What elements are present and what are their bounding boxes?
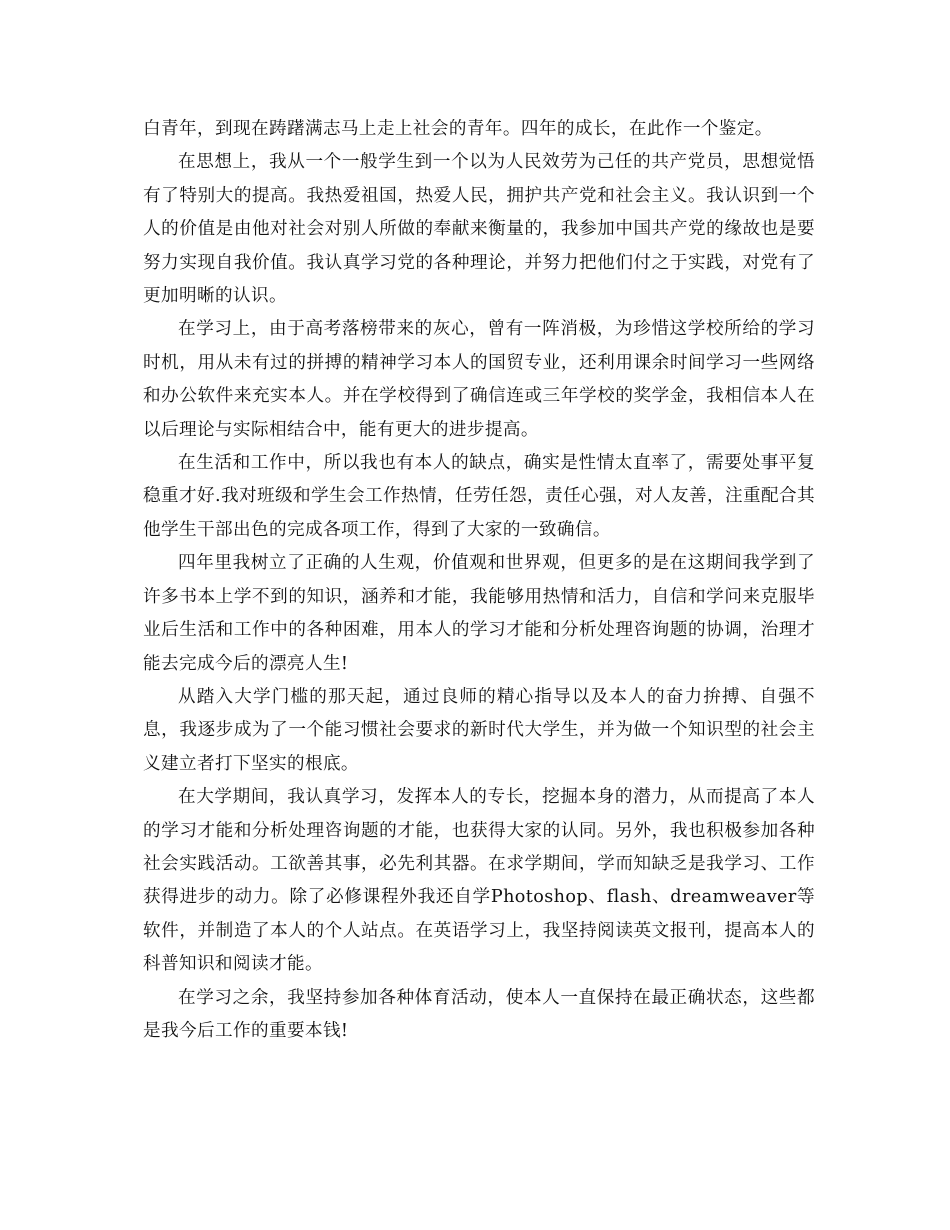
paragraph-sports: 在学习之余，我坚持参加各种体育活动，使本人一直保持在最正确状态，这些都是我今后工作的重要本钱! <box>143 987 815 1041</box>
document-body <box>143 113 815 1048</box>
paragraph-thought: 在思想上，我从一个一般学生到一个以为人民效劳为己任的共产党员，思想觉悟有了特别大的提高。我热爱祖国，热爱人民，拥护共产党和社会主义。我认识到一个人的价值是由他对社会对别人所做的奉献来衡量的，我参加中国共产党的缘故也是要努力实现自我价值。我认真学习党的各种理论，并努力把他们付之于实践，对党有了更加明晰的认识。 <box>143 152 815 307</box>
paragraph-study: 在学习上，由于高考落榜带来的灰心，曾有一阵消极，为珍惜这学校所给的学习时机，用从未有过的拼搏的精神学习本人的国贸专业，还利用课余时间学习一些网络和办公软件来充实本人。并在学校得到了确信连或三年学校的奖学金，我相信本人在以后理论与实际相结合中，能有更大的进步提高。 <box>143 319 815 440</box>
paragraph-continuation: 白青年，到现在踌躇满志马上走上社会的青年。四年的成长，在此作一个鉴定。 <box>143 119 773 139</box>
paragraph-university-start: 从踏入大学门槛的那天起，通过良师的精心指导以及本人的奋力拚搏、自强不息，我逐步成为了一个能习惯社会要求的新时代大学生，并为做一个知识型的社会主义建立者打下坚实的根底。 <box>143 686 815 774</box>
paragraph-university-period: 在大学期间，我认真学习，发挥本人的专长，挖掘本身的潜力，从而提高了本人的学习才能和分析处理咨询题的才能，也获得大家的认同。另外，我也积极参加各种社会实践活动。工欲善其事，必先利其器。在求学期间，学而知缺乏是我学习、工作获得进步的动力。除了必修课程外我还自学Photoshop、flash、dreamweaver等软件，并制造了本人的个人站点。在英语学习上，我坚持阅读英文报刊，提高本人的科普知识和阅读才能。 <box>143 787 815 975</box>
paragraph-life-work: 在生活和工作中，所以我也有本人的缺点，确实是性情太直率了，需要处事平复稳重才好.我对班级和学生会工作热情，任劳任怨，责任心强，对人友善，注重配合其他学生干部出色的完成各项工作，得到了大家的一致确信。 <box>143 453 815 540</box>
paragraph-outlook: 四年里我树立了正确的人生观，价值观和世界观，但更多的是在这期间我学到了许多书本上学不到的知识，涵养和才能，我能够用热情和活力，自信和学问来克服毕业后生活和工作中的各种困难，用本人的学习才能和分析处理咨询题的协调，治理才能去完成今后的漂亮人生! <box>143 553 815 674</box>
